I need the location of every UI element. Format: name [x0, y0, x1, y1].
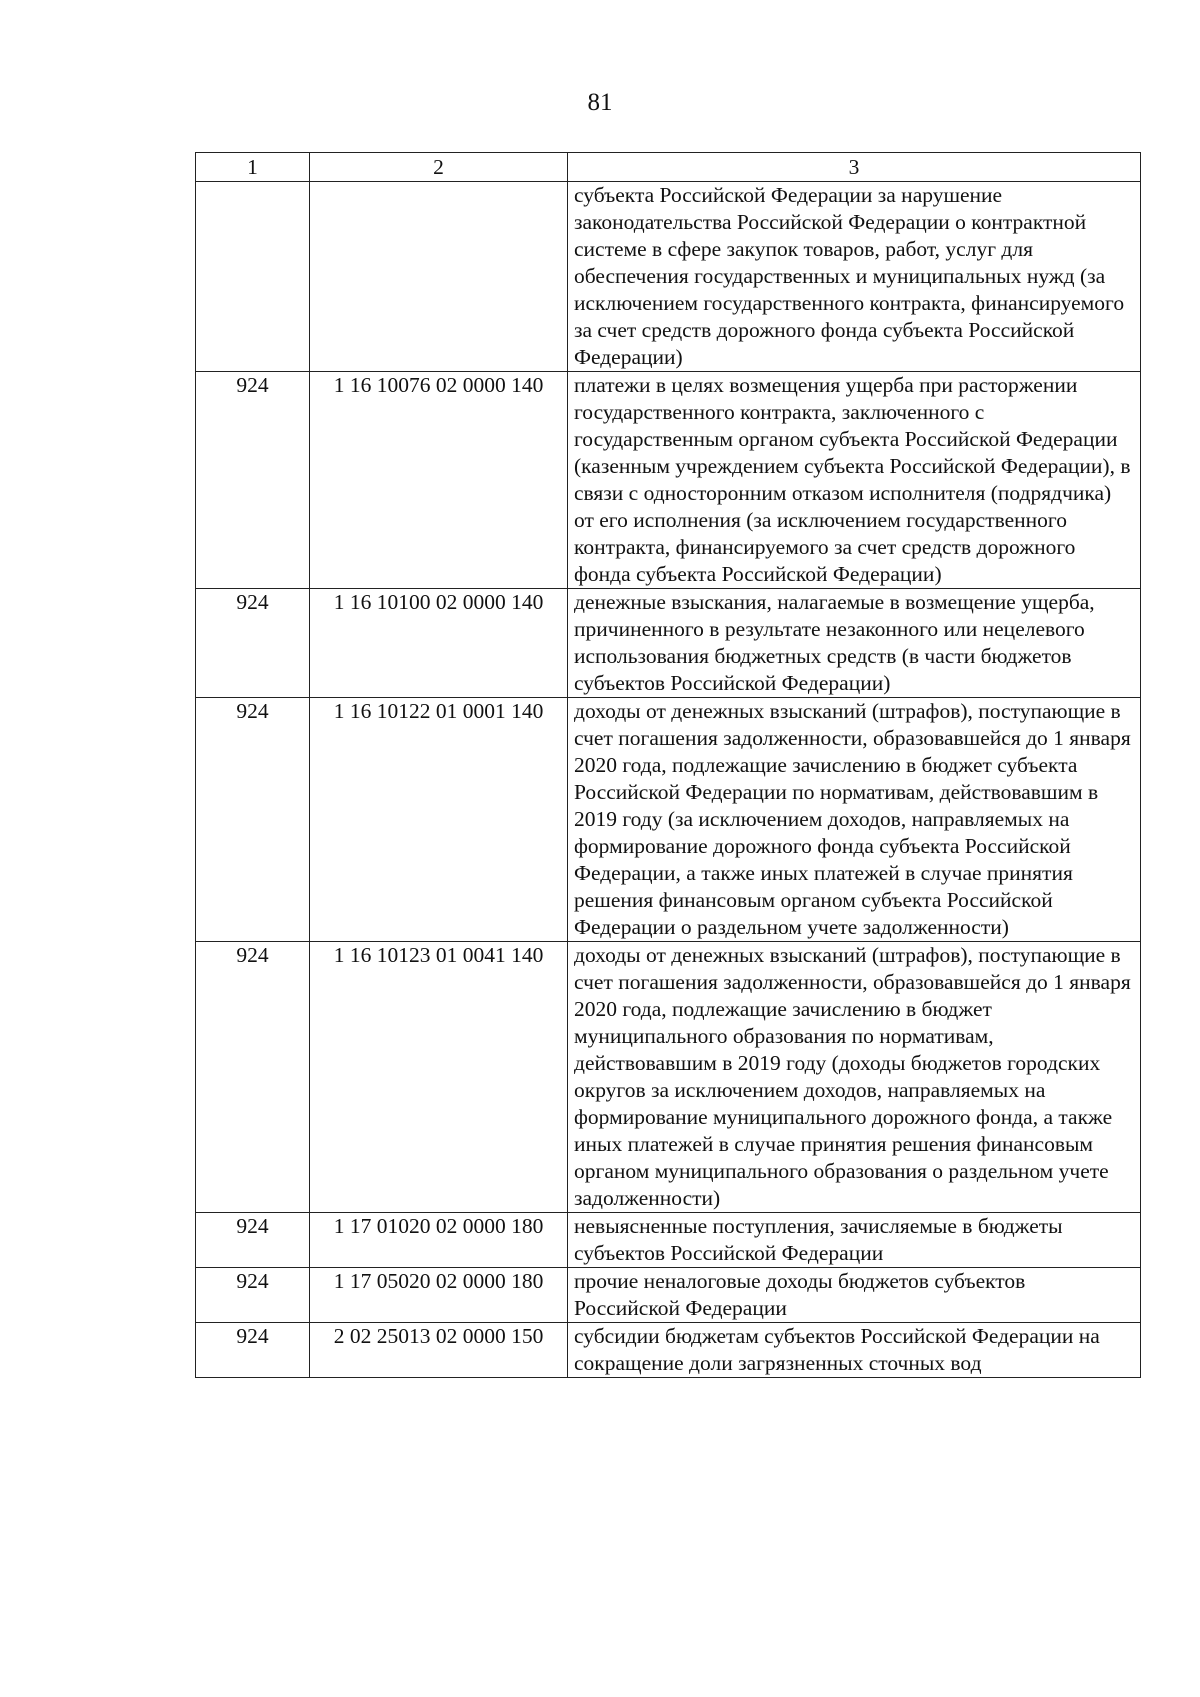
description-cell: субсидии бюджетам субъектов Российской Федерации на сокращение доли загрязненных сточных вод — [568, 1323, 1141, 1378]
table-row — [196, 698, 1141, 942]
table-row — [196, 1323, 1141, 1378]
budget-code-cell: 1 17 05020 02 0000 180 — [310, 1268, 568, 1323]
description-cell: денежные взыскания, налагаемые в возмещение ущерба, причиненного в результате незаконного или нецелевого использования бюджетных средств (в части бюджетов субъектов Российской Федерации) — [568, 589, 1141, 698]
description-cell: субъекта Российской Федерации за нарушение законодательства Российской Федерации о контрактной системе в сфере закупок товаров, работ, услуг для обеспечения государственных и муниципальных нужд (за исключением государственного контракта, финансируемого за счет средств дорожного фонда субъекта Российской Федерации) — [568, 182, 1141, 372]
page-number: 81 — [587, 89, 613, 116]
description-cell: невыясненные поступления, зачисляемые в бюджеты субъектов Российской Федерации — [568, 1213, 1141, 1268]
budget-code-cell: 1 16 10123 01 0041 140 — [310, 942, 568, 1213]
budget-code-cell: 1 16 10100 02 0000 140 — [310, 589, 568, 698]
budget-code-cell: 2 02 25013 02 0000 150 — [310, 1323, 568, 1378]
table-row — [196, 1268, 1141, 1323]
admin-code-cell: 924 — [196, 372, 310, 589]
admin-code-cell: 924 — [196, 1213, 310, 1268]
column-header-3: 3 — [568, 153, 1141, 182]
description-cell: доходы от денежных взысканий (штрафов), поступающие в счет погашения задолженности, образовавшейся до 1 января 2020 года, подлежащие зачислению в бюджет субъекта Российской Федерации по нормативам, действовавшим в 2019 году (за исключением доходов, направляемых на формирование дорожного фонда субъекта Российской Федерации, а также иных платежей в случае принятия решения финансовым органом субъекта Российской Федерации о раздельном учете задолженности) — [568, 698, 1141, 942]
admin-code-cell: 924 — [196, 1323, 310, 1378]
table-row — [196, 182, 1141, 372]
budget-code-cell — [310, 182, 568, 372]
budget-code-cell: 1 16 10122 01 0001 140 — [310, 698, 568, 942]
admin-code-cell: 924 — [196, 1268, 310, 1323]
admin-code-cell: 924 — [196, 698, 310, 942]
admin-code-cell — [196, 182, 310, 372]
admin-code-cell: 924 — [196, 589, 310, 698]
column-header-2: 2 — [310, 153, 568, 182]
table-row — [196, 1213, 1141, 1268]
admin-code-cell: 924 — [196, 942, 310, 1213]
description-cell: прочие неналоговые доходы бюджетов субъектов Российской Федерации — [568, 1268, 1141, 1323]
revenue-codes-table — [195, 152, 1141, 1378]
column-header-1: 1 — [196, 153, 310, 182]
description-cell: доходы от денежных взысканий (штрафов), поступающие в счет погашения задолженности, образовавшейся до 1 января 2020 года, подлежащие зачислению в бюджет муниципального образования по нормативам, действовавшим в 2019 году (доходы бюджетов городских округов за исключением доходов, направляемых на формирование муниципального дорожного фонда, а также иных платежей в случае принятия решения финансовым органом муниципального образования о раздельном учете задолженности) — [568, 942, 1141, 1213]
budget-code-cell: 1 16 10076 02 0000 140 — [310, 372, 568, 589]
table-row — [196, 372, 1141, 589]
description-cell: платежи в целях возмещения ущерба при расторжении государственного контракта, заключенного с государственным органом субъекта Российской Федерации (казенным учреждением субъекта Российской Федерации), в связи с односторонним отказом исполнителя (подрядчика) от его исполнения (за исключением государственного контракта, финансируемого за счет средств дорожного фонда субъекта Российской Федерации) — [568, 372, 1141, 589]
budget-code-cell: 1 17 01020 02 0000 180 — [310, 1213, 568, 1268]
table-row — [196, 589, 1141, 698]
table-row — [196, 942, 1141, 1213]
table-header-row — [196, 153, 1141, 182]
